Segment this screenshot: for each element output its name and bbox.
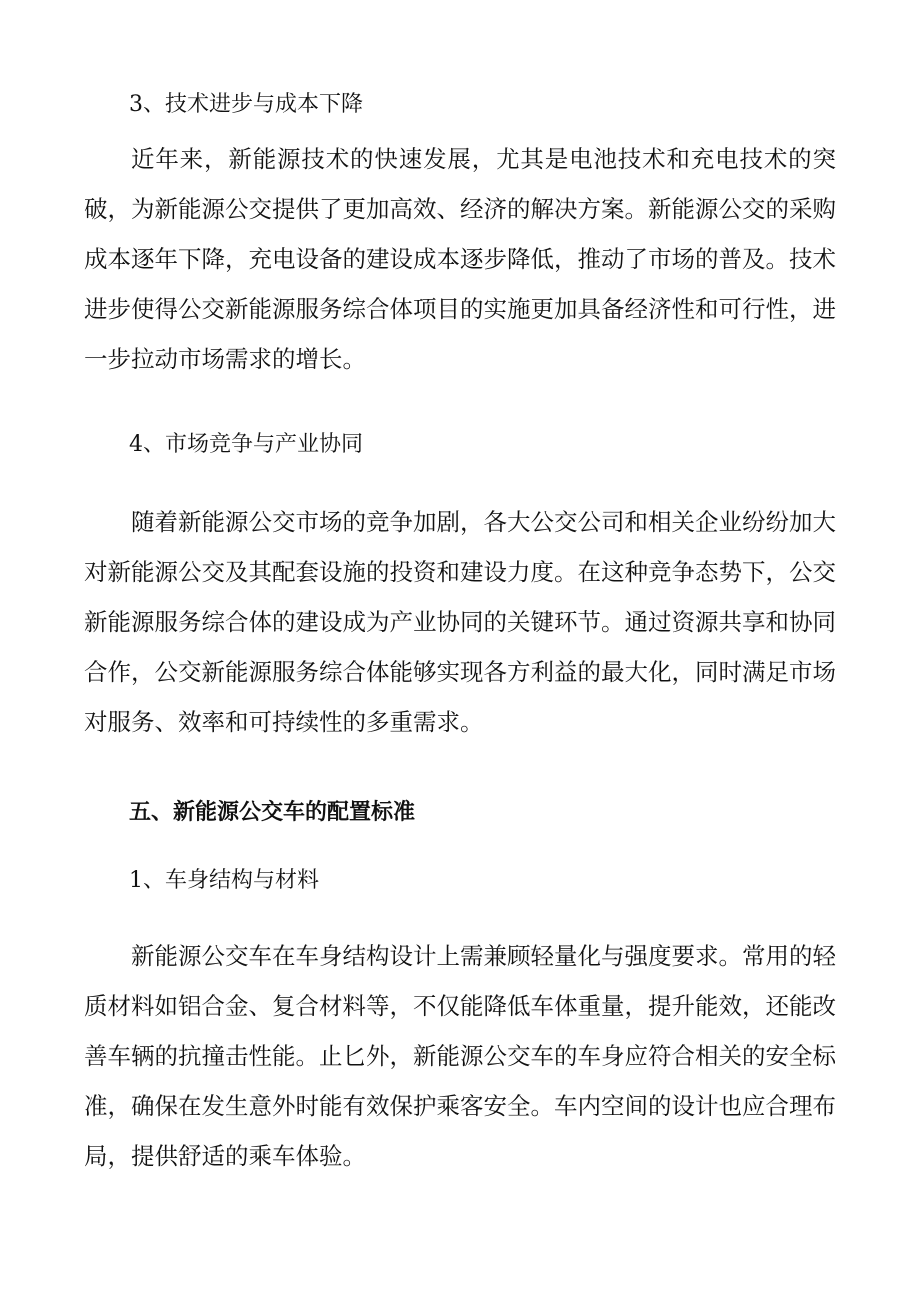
- section-heading-market-competition: 4、市场竞争与产业协同: [129, 432, 363, 457]
- chapter-heading-bus-configuration: 五、新能源公交车的配置标准: [129, 799, 416, 825]
- paragraph-market-competition: 随着新能源公交市场的竞争加剧，各大公交公司和相关企业纷纷加大对新能源公交及其配套设施的投资和建设力度。在这种竞争态势下，公交新能源服务综合体的建设成为产业协同的关键环节。通过资源共享和协同合作，公交新能源服务综合体能够实现各方利益的最大化，同时满足市场对服务、效率和可持续性的多重需求。: [84, 508, 836, 736]
- section-heading-body-structure: 1、车身结构与材料: [129, 868, 319, 893]
- paragraph-body-structure: 新能源公交车在车身结构设计上需兼顾轻量化与强度要求。常用的轻质材料如铝合金、复合材料等，不仅能降低车体重量，提升能效，还能改善车辆的抗撞击性能。止匕外，新能源公交车的车身应符合相关的安全标准，确保在发生意外时能有效保护乘客安全。车内空间的设计也应合理布局，提供舒适的乘车体验。: [84, 942, 836, 1170]
- section-heading-tech-progress: 3、技术进步与成本下降: [129, 92, 363, 117]
- paragraph-tech-progress: 近年来，新能源技术的快速发展，尤其是电池技术和充电技术的突破，为新能源公交提供了更加高效、经济的解决方案。新能源公交的采购成本逐年下降，充电设备的建设成本逐步降低，推动了市场的普及。技术进步使得公交新能源服务综合体项目的实施更加具备经济性和可行性，进一步拉动市场需求的增长。: [84, 145, 836, 373]
